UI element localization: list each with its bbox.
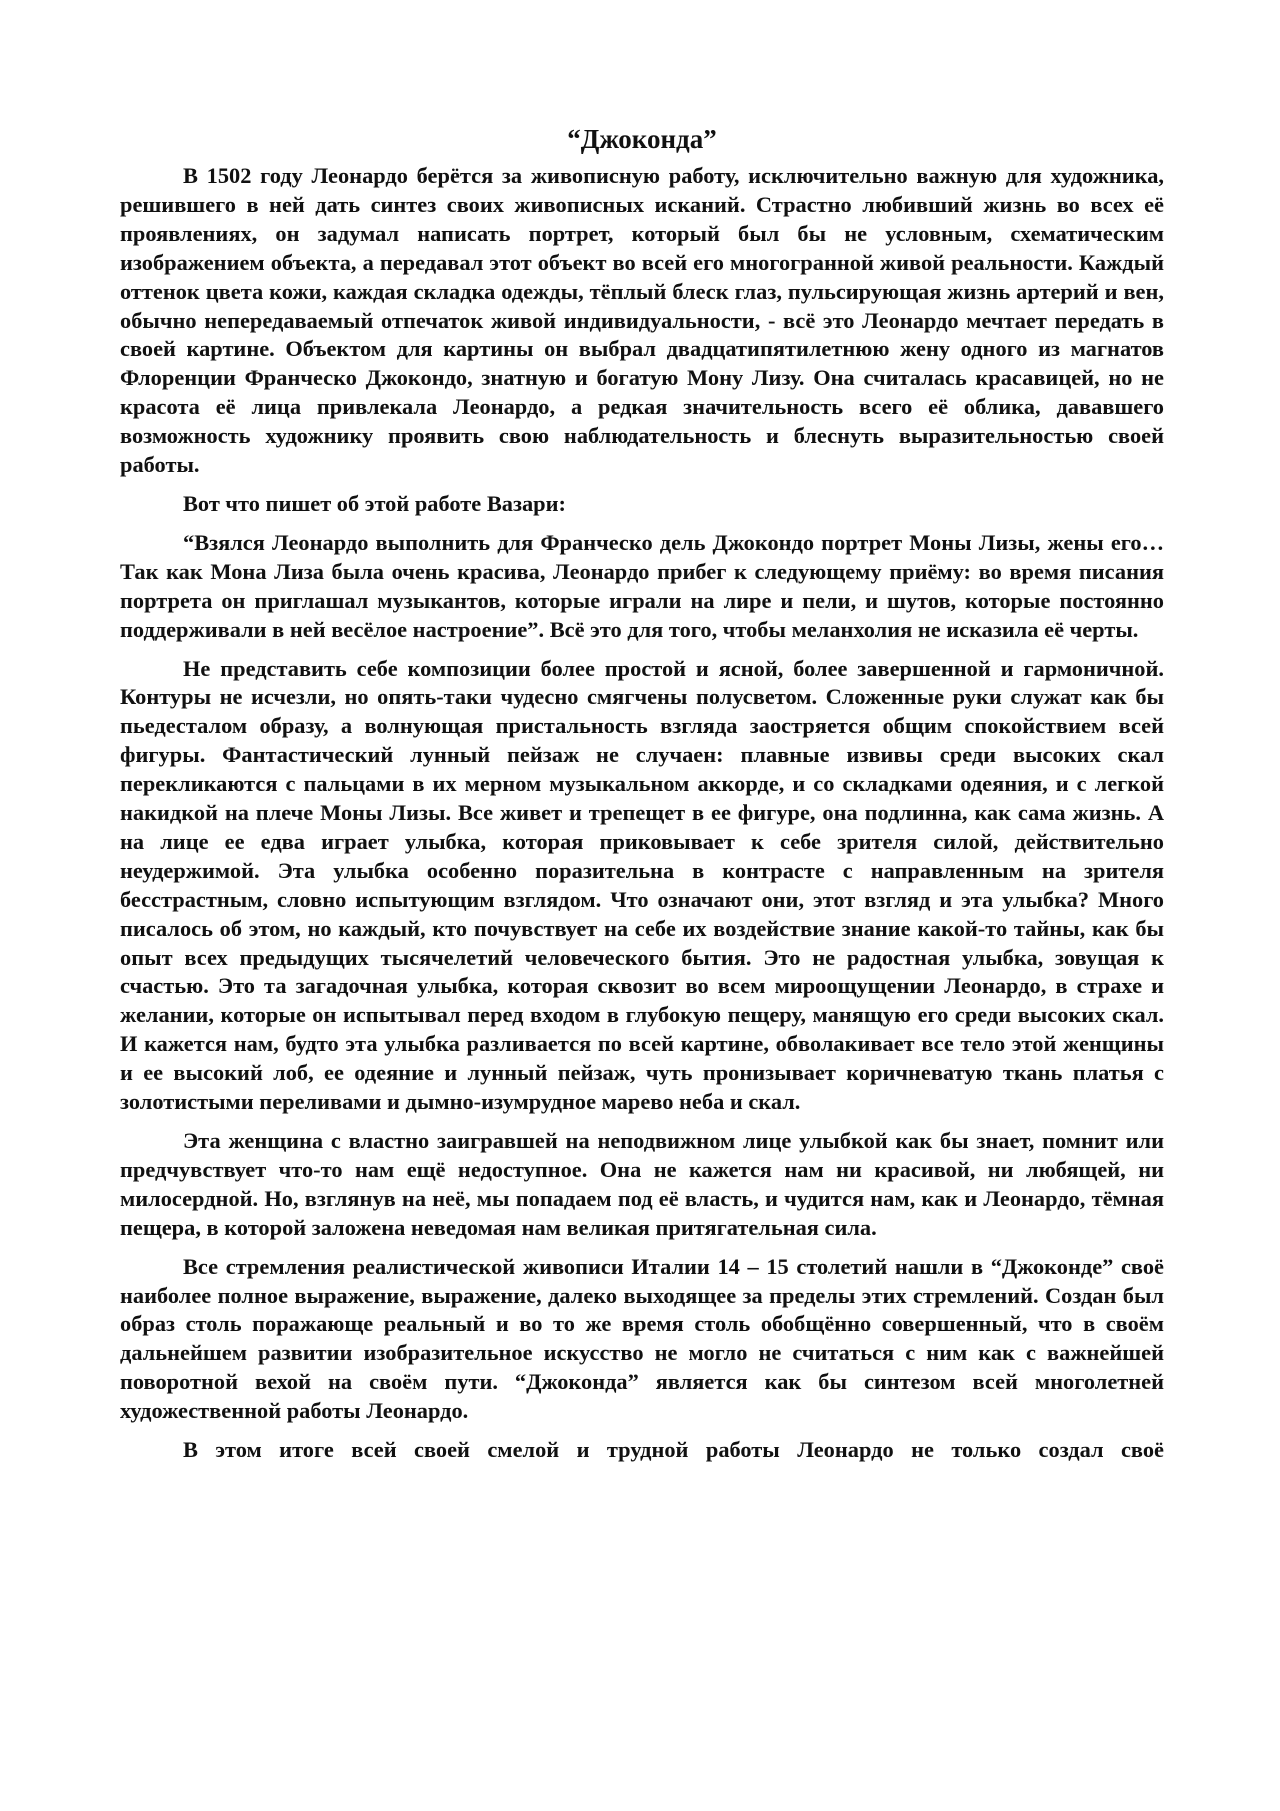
paragraph-7: В этом итоге всей своей смелой и трудной работы Леонардо не только создал своё (183, 1437, 1164, 1463)
paragraph-3: “Взялся Леонардо выполнить для Франческо дель Джокондо портрет Моны Лизы, жены его… Так как Мона Лиза была очень красива, Леонардо прибег к следующему приёму: во время писания портрета он приглашал музыкантов, которые играли на лире и пели, и шутов, которые постоянно поддерживали в ней весёлое настроение”. Всё это для того, чтобы меланхолия не исказила её черты. (120, 529, 1164, 642)
paragraph-5: Эта женщина с властно заигравшей на неподвижном лице улыбкой как бы знает, помнит или предчувствует что-то нам ещё недоступное. Она не кажется нам ни красивой, ни любящей, ни милосердной. Но, взглянув на неё, мы попадаем под её власть, и чудится нам, как и Леонардо, тёмная пещера, в которой заложена неведомая нам великая притягательная сила. (120, 1128, 1164, 1240)
document-title: “Джоконда” (567, 124, 717, 154)
paragraph-6: Все стремления реалистической живописи Италии 14 – 15 столетий нашли в “Джоконде” своё наиболее полное выражение, выражение, далеко выходящее за пределы этих стремлений. Создан был образ столь поражающе реальный и во то же время столь обобщённо совершенный, что в своём дальнейшем развитии изобразительное искусство не могло не считаться с ним как с важнейшей поворотной вехой на своём пути. “Джоконда” является как бы синтезом всей многолетней художественной работы Леонардо. (120, 1253, 1164, 1424)
document-body (120, 122, 1164, 1465)
paragraph-1: В 1502 году Леонардо берётся за живописную работу, исключительно важную для художника, решившего в ней дать синтез своих живописных исканий. Страстно любивший жизнь во всех её проявлениях, он задумал написать портрет, который был бы не условным, схематическим изображением объекта, а передавал этот объект во всей его многогранной живой реальности. Каждый оттенок цвета кожи, каждая складка одежды, тёплый блеск глаз, пульсирующая жизнь артерий и вен, обычно непередаваемый отпечаток живой индивидуальности, - всё это Леонардо мечтает передать в своей картине. Объектом для картины он выбрал двадцатипятилетнюю жену одного из магнатов Флоренции Франческо Джокондо, знатную и богатую Мону Лизу. Она считалась красавицей, но не красота её лица привлекала Леонардо, а редкая значительность всего её облика, дававшего возможность художнику проявить свою наблюдательность и блеснуть выразительностью своей работы. (120, 163, 1164, 478)
paragraph-4: Не представить себе композиции более простой и ясной, более завершенной и гармоничной. Контуры не исчезли, но опять-таки чудесно смягчены полусветом. Сложенные руки служат как бы пьедесталом образу, а волнующая пристальность взгляда заостряется общим спокойствием всей фигуры. Фантастический лунный пейзаж не случаен: плавные извивы среди высоких скал перекликаются с пальцами в их мерном музыкальном аккорде, и со складками одеяния, и с легкой накидкой на плече Моны Лизы. Все живет и трепещет в ее фигуре, она подлинна, как сама жизнь. А на лице ее едва играет улыбка, которая приковывает к себе зрителя силой, действительно неудержимой. Эта улыбка особенно поразительна в контрасте с направленным на зрителя бесстрастным, словно испытующим взглядом. Что означают они, этот взгляд и эта улыбка? Много писалось об этом, но каждый, кто почувствует на себе их воздействие знание какой-то тайны, как бы опыт всех предыдущих тысячелетий человеческого бытия. Это не радостная улыбка, зовущая к счастью. Это та загадочная улыбка, которая сквозит во всем мироощущении Леонардо, в страхе и желании, которые он испытывал перед входом в глубокую пещеру, манящую его среди высоких скал. И кажется нам, будто эта улыбка разливается по всей картине, обволакивает все тело этой женщины и ее высокий лоб, ее одеяние и лунный пейзаж, чуть пронизывает коричневатую ткань платья с золотистыми переливами и дымно-изумрудное марево неба и скал. (120, 655, 1164, 1115)
paragraph-2: Вот что пишет об этой работе Вазари: (183, 490, 566, 516)
